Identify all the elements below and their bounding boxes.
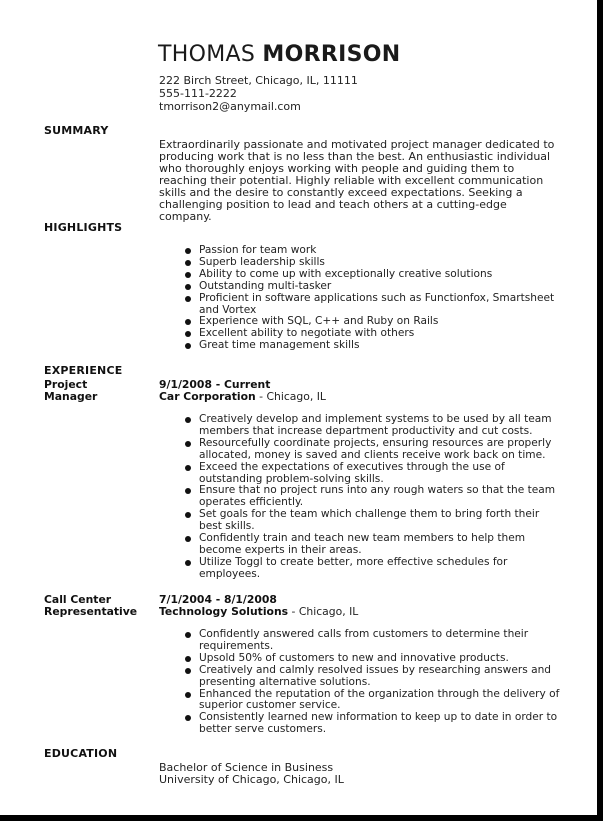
- list-item: Enhanced the reputation of the organization through the delivery of superior customer service.: [185, 689, 565, 713]
- degree: Bachelor of Science in Business: [159, 761, 334, 774]
- first-name: THOMAS: [158, 42, 256, 67]
- list-item: Excellent ability to negotiate with others: [185, 328, 565, 340]
- highlights-heading: HIGHLIGHTS: [44, 221, 123, 234]
- bullet-icon: [185, 512, 191, 518]
- list-item: Great time management skills: [185, 340, 565, 352]
- list-item: Creatively develop and implement systems to be used by all team members that increase department productivity and cut costs.: [185, 414, 565, 438]
- list-item: Passion for team work: [185, 245, 565, 257]
- list-item: Ability to come up with exceptionally creative solutions: [185, 269, 565, 281]
- bullet-icon: [185, 488, 191, 494]
- education-heading: EDUCATION: [44, 747, 118, 760]
- bullet-icon: [185, 560, 191, 566]
- school: University of Chicago, Chicago, IL: [159, 773, 344, 786]
- list-item: Outstanding multi-tasker: [185, 281, 565, 293]
- list-item: Upsold 50% of customers to new and innovative products.: [185, 653, 565, 665]
- bullet-icon: [185, 296, 191, 302]
- bullet-icon: [185, 692, 191, 698]
- list-item: Confidently train and teach new team members to help them become experts in their areas.: [185, 533, 565, 557]
- job-bullets: [185, 414, 565, 581]
- email: tmorrison2@anymail.com: [159, 100, 301, 113]
- highlights-list: [185, 245, 565, 352]
- candidate-name: [158, 42, 400, 67]
- job-company: Technology Solutions - Chicago, IL: [159, 605, 359, 618]
- list-item: Ensure that no project runs into any rough waters so that the team operates efficiently.: [185, 485, 565, 509]
- summary-text: Extraordinarily passionate and motivated project manager dedicated to producing work that is no less than the best. An enthusiastic individual who thoroughly enjoys working with people and guiding them to reaching their potential. Highly reliable with excellent communication skills and the desire to constantly exceed expectations. Seeking a challenging position to lead and teach others at a cutting-edge company.: [159, 138, 555, 223]
- bullet-icon: [185, 343, 191, 349]
- experience-heading: EXPERIENCE: [44, 364, 123, 377]
- list-item: Confidently answered calls from customers to determine their requirements.: [185, 629, 565, 653]
- list-item: Set goals for the team which challenge them to bring forth their best skills.: [185, 509, 565, 533]
- bullet-icon: [185, 319, 191, 325]
- bullet-icon: [185, 260, 191, 266]
- bullet-icon: [185, 272, 191, 278]
- list-item: Utilize Toggl to create better, more effective schedules for employees.: [185, 557, 565, 581]
- summary-heading: SUMMARY: [44, 124, 109, 137]
- list-item: Exceed the expectations of executives through the use of outstanding problem-solving skills.: [185, 462, 565, 486]
- list-item: Consistently learned new information to keep up to date in order to better serve customers.: [185, 712, 565, 736]
- list-item: Superb leadership skills: [185, 257, 565, 269]
- education-block: [159, 762, 344, 786]
- job-dates: 7/1/2004 - 8/1/2008: [159, 593, 277, 606]
- bullet-icon: [185, 715, 191, 721]
- list-item: Proficient in software applications such as Functionfox, Smartsheet and Vortex: [185, 293, 565, 317]
- bullet-icon: [185, 668, 191, 674]
- list-item: Experience with SQL, C++ and Ruby on Rails: [185, 316, 565, 328]
- bullet-icon: [185, 284, 191, 290]
- last-name: MORRISON: [262, 42, 401, 67]
- job-company: Car Corporation - Chicago, IL: [159, 390, 326, 403]
- list-item: Creatively and calmly resolved issues by researching answers and presenting alternative solutions.: [185, 665, 565, 689]
- job-bullets: [185, 629, 565, 736]
- bullet-icon: [185, 441, 191, 447]
- bullet-icon: [185, 632, 191, 638]
- address: 222 Birch Street, Chicago, IL, 11111: [159, 74, 358, 87]
- bullet-icon: [185, 417, 191, 423]
- bullet-icon: [185, 331, 191, 337]
- phone: 555-111-2222: [159, 87, 237, 100]
- bullet-icon: [185, 656, 191, 662]
- contact-block: [159, 74, 358, 113]
- job-title: Call Center Representative: [44, 593, 138, 618]
- list-item: Resourcefully coordinate projects, ensuring resources are properly allocated, money is saved and clients receive work back on time.: [185, 438, 565, 462]
- bullet-icon: [185, 465, 191, 471]
- bullet-icon: [185, 536, 191, 542]
- job-dates: 9/1/2008 - Current: [159, 378, 271, 391]
- bullet-icon: [185, 248, 191, 254]
- job-title: Project Manager: [44, 378, 98, 403]
